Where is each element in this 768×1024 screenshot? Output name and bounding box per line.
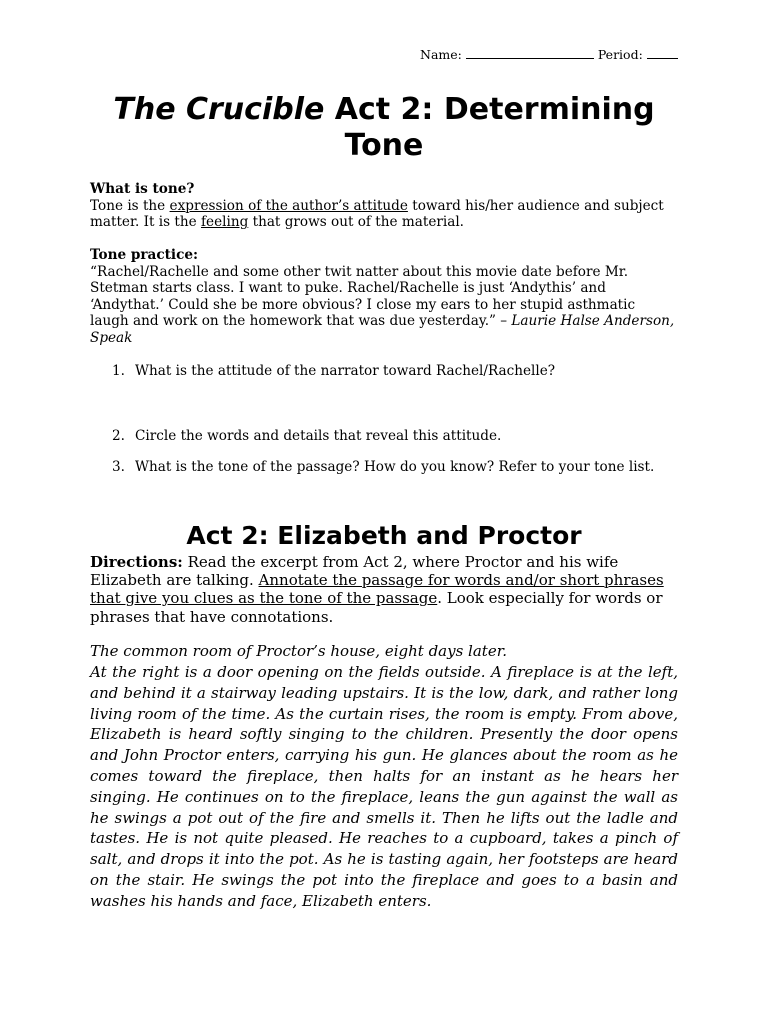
quote-attribution: Laurie Halse Anderson, Speak <box>90 313 675 346</box>
directions-underline: Annotate the passage for words and/or short phrases that give you clues as the tone of the passage <box>90 571 664 608</box>
what-is-tone-heading: What is tone? <box>90 181 195 197</box>
question-number: 1. <box>112 363 125 379</box>
directions-label: Directions: <box>90 553 183 571</box>
excerpt-text: At the right is a door opening on the fields outside. A fireplace is at the left, and behind it a stairway leading upstairs. It is the low, dark, and rather long living room of the time. As the curtain rises, the room is empty. From above, Elizabeth is heard softly singing to the children. Presently the door opens and John Proctor enters, carrying his gun. He glances about the room as he comes toward the fireplace, then halts for an instant as he hears her singing. He continues on to the fireplace, leans the gun against the wall as he swings a pot out of the fire and smells it. Then he lifts out the ladle and tastes. He is not quite pleased. He reaches to a cupboard, takes a pinch of salt, and drops it into the pot. As he is tasting again, her footsteps are heard on the stair. He swings the pot into the fireplace and goes to a basin and washes his hands and face, Elizabeth enters. <box>90 663 678 910</box>
tone-underline-1: expression of the author’s attitude <box>169 197 408 214</box>
section-heading: Act 2: Elizabeth and Proctor <box>186 521 582 550</box>
what-is-tone-text <box>90 198 678 231</box>
tone-text-3: that grows out of the material. <box>248 214 464 231</box>
directions-text-1: Read the excerpt from Act 2, where Proctor and his wife Elizabeth are talking. <box>90 553 619 590</box>
name-blank <box>466 45 594 59</box>
name-period-line <box>420 45 678 62</box>
tone-practice-section <box>90 247 678 347</box>
tone-text-2: toward his/her audience and subject matter. It is the <box>90 197 664 231</box>
quote-text: “Rachel/Rachelle and some other twit natter about this movie date before Mr. Stetman starts class. I want to puke. Rachel/Rachelle is just ‘Andythis’ and ‘Andythat.’ Could she be more obvious? I close my ears to her stupid asthmatic laugh and work on the homework that was due yesterday.” – <box>90 263 636 330</box>
question-number: 2. <box>112 428 125 444</box>
tone-practice-quote <box>90 264 678 347</box>
directions-text-2: . Look especially for words or phrases that have connotations. <box>90 589 663 626</box>
question-text: Circle the words and details that reveal this attitude. <box>135 428 502 444</box>
question-2 <box>112 428 682 445</box>
excerpt-heading: The common room of Proctor’s house, eight days later. <box>90 642 507 660</box>
question-text: What is the tone of the passage? How do you know? Refer to your tone list. <box>135 459 655 475</box>
tone-text-1: Tone is the <box>90 197 170 214</box>
title-italic: The Crucible <box>113 92 325 127</box>
what-is-tone-section <box>90 181 678 231</box>
period-blank <box>647 45 678 59</box>
name-label: Name: <box>420 47 462 62</box>
period-label: Period: <box>597 47 643 62</box>
directions-paragraph <box>90 553 678 626</box>
question-3 <box>112 459 682 476</box>
question-1 <box>112 363 682 380</box>
tone-underline-2: feeling <box>201 214 249 231</box>
title-rest: Act 2: Determining Tone <box>324 92 655 163</box>
tone-practice-heading: Tone practice: <box>90 247 199 263</box>
question-text: What is the attitude of the narrator toward Rachel/Rachelle? <box>135 363 556 379</box>
question-number: 3. <box>112 459 125 475</box>
page-title <box>90 92 678 164</box>
